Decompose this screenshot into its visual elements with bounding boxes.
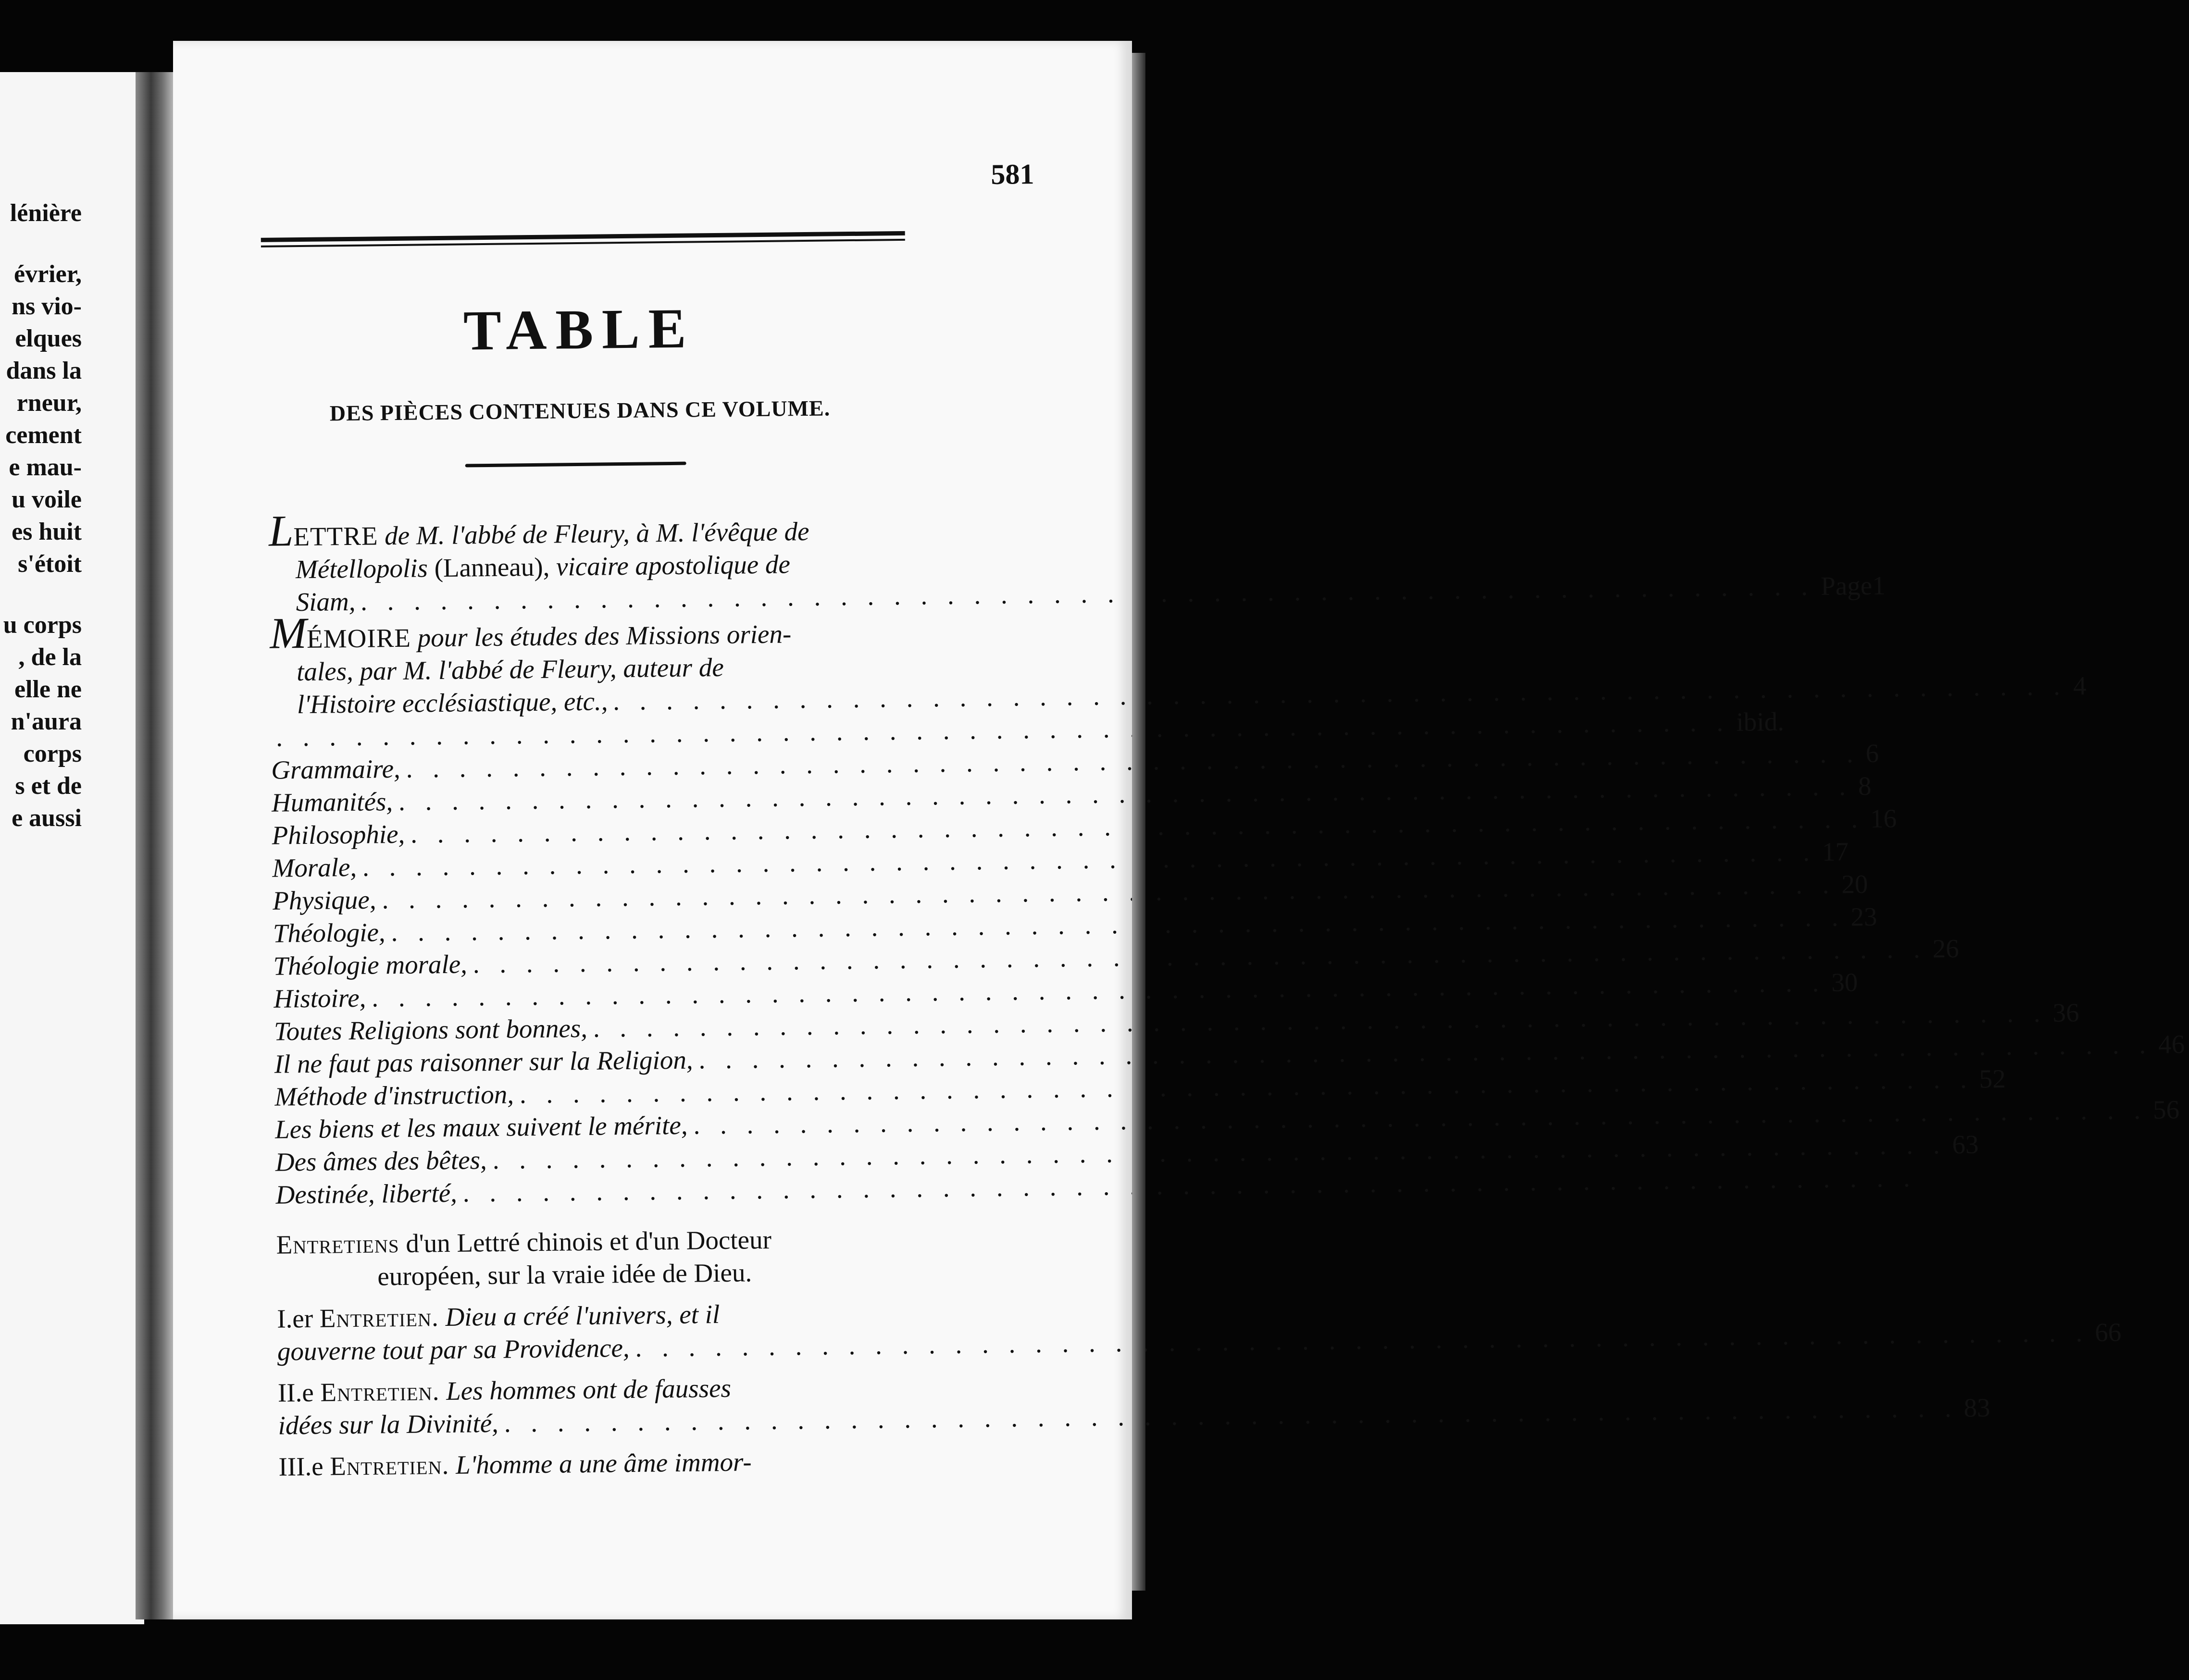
item-label: Histoire,	[273, 983, 366, 1013]
entry-page: 4	[2073, 671, 2087, 701]
right-page	[173, 41, 2185, 1619]
entretien-label: Entretien.	[320, 1376, 440, 1407]
entretien-page: 66	[2094, 1317, 2122, 1347]
page-subtitle: DES PIÈCES CONTENUES DANS CE VOLUME.	[329, 395, 831, 426]
table-of-contents	[268, 506, 2185, 1483]
item-label: Physique,	[272, 885, 376, 915]
item-page: 16	[1870, 803, 1897, 833]
entry-text: pour les études des Missions orien-	[410, 619, 792, 653]
double-rule	[261, 231, 905, 247]
entretien-text: Dieu a créé l'univers, et il	[438, 1299, 720, 1332]
entretien-number: III.e	[278, 1451, 323, 1482]
toc-entry-lettre	[268, 506, 1886, 618]
left-line: corps	[23, 740, 82, 767]
left-line: s'étoit	[18, 550, 82, 578]
item-label: Humanités,	[271, 787, 393, 817]
item-label: Des âmes des bêtes,	[275, 1145, 487, 1177]
left-line: u corps	[3, 611, 82, 639]
toc-item	[275, 1171, 978, 1211]
entretien-label: Entretien.	[330, 1450, 449, 1481]
toc-entry-memoire	[269, 608, 2087, 754]
item-page: 23	[1850, 902, 1878, 932]
entry-page-ibid: ibid.	[1736, 706, 1784, 737]
entretien-text: gouverne tout par sa Providence,	[277, 1333, 630, 1366]
page-word: Page	[1820, 570, 1873, 601]
left-line: elle ne	[14, 676, 82, 703]
entretiens-heading	[276, 1221, 978, 1294]
leader-dots	[635, 1316, 2089, 1364]
left-line: ns vio-	[12, 293, 82, 320]
item-page: 52	[1979, 1063, 2006, 1094]
left-line: n'aura	[11, 708, 82, 735]
item-page: 46	[2158, 1029, 2185, 1059]
page-number: 581	[991, 158, 1034, 190]
left-line: évrier,	[14, 260, 82, 288]
left-line-gap	[3, 580, 82, 609]
heading-text: d'un Lettré chinois et d'un Docteur	[399, 1224, 772, 1258]
heading-smallcaps: Entretiens	[276, 1228, 399, 1260]
item-page: 26	[1932, 933, 1959, 964]
entretien-page: 83	[1964, 1393, 1990, 1422]
entretien-text: Les hommes ont de fausses	[439, 1373, 732, 1406]
entry-text: vicaire apostolique de	[556, 549, 791, 581]
left-line: u voile	[12, 486, 82, 513]
entry-text: Métellopolis	[295, 553, 428, 584]
entry-label: Siam,	[296, 586, 356, 617]
left-line: lénière	[10, 199, 82, 227]
entry-text: tales, par M. l'abbé de Fleury, auteur de	[296, 652, 724, 687]
item-label: Philosophie,	[272, 819, 405, 850]
entry-smallcaps: ÉMOIRE	[306, 623, 411, 654]
left-line: s et de	[15, 772, 82, 800]
entry-label: l'Histoire ecclésiastique, etc.,	[297, 686, 608, 719]
entretien-number: I.er	[276, 1303, 313, 1334]
entretien-number: II.e	[277, 1377, 314, 1408]
page-edge	[1132, 53, 1145, 1591]
item-label: Les biens et les maux suivent le mérite,	[274, 1110, 688, 1144]
entry-page: 1	[1872, 570, 1886, 600]
item-page: 63	[1952, 1129, 1979, 1160]
heading-text: européen, sur la vraie idée de Dieu.	[377, 1258, 752, 1291]
left-line: rneur,	[16, 389, 82, 417]
left-line: es huit	[12, 518, 82, 545]
item-label: Grammaire,	[271, 754, 400, 785]
book-gutter	[136, 72, 174, 1619]
item-label: Il ne faut pas raisonner sur la Religion,	[274, 1045, 693, 1079]
left-facing-page	[0, 72, 144, 1624]
left-line-gap	[3, 229, 82, 258]
item-label: Toutes Religions sont bonnes,	[274, 1013, 588, 1046]
toc-entretien	[277, 1369, 1990, 1442]
page-title: TABLE	[463, 296, 696, 362]
left-line: elques	[15, 325, 82, 352]
left-line: e aussi	[12, 804, 82, 832]
left-line: , de la	[18, 643, 82, 671]
left-line: cement	[5, 421, 82, 449]
short-rule	[465, 462, 686, 468]
item-label: Morale,	[272, 852, 357, 883]
item-page: 30	[1831, 967, 1858, 997]
entretien-label: Entretien.	[319, 1302, 439, 1333]
toc-entretien	[278, 1443, 981, 1483]
item-label: Théologie morale,	[273, 949, 468, 981]
page-content	[255, 105, 2185, 1482]
toc-entretien	[276, 1295, 2122, 1368]
item-label: Destinée, liberté,	[275, 1178, 458, 1210]
left-line: e mau-	[9, 454, 82, 481]
dropcap: M	[269, 608, 307, 658]
item-page: 36	[2052, 998, 2079, 1027]
entry-text: (Lanneau),	[427, 552, 557, 583]
item-page: 56	[2152, 1095, 2180, 1124]
entretien-text: idées sur la Divinité,	[278, 1408, 499, 1440]
left-line: dans la	[6, 357, 82, 384]
entry-text: de M. l'abbé de Fleury, à M. l'évêque de	[378, 516, 809, 551]
item-page: 6	[1865, 738, 1879, 768]
entretien-text: L'homme a une âme immor-	[448, 1447, 752, 1480]
item-label: Méthode d'instruction,	[274, 1079, 514, 1112]
entry-smallcaps: ETTRE	[293, 521, 378, 552]
item-page: 8	[1858, 771, 1872, 801]
item-label: Théologie,	[273, 917, 386, 948]
item-page: 20	[1841, 869, 1868, 899]
item-page: 17	[1822, 837, 1849, 866]
dropcap: L	[268, 506, 294, 556]
left-page-text	[3, 197, 82, 834]
